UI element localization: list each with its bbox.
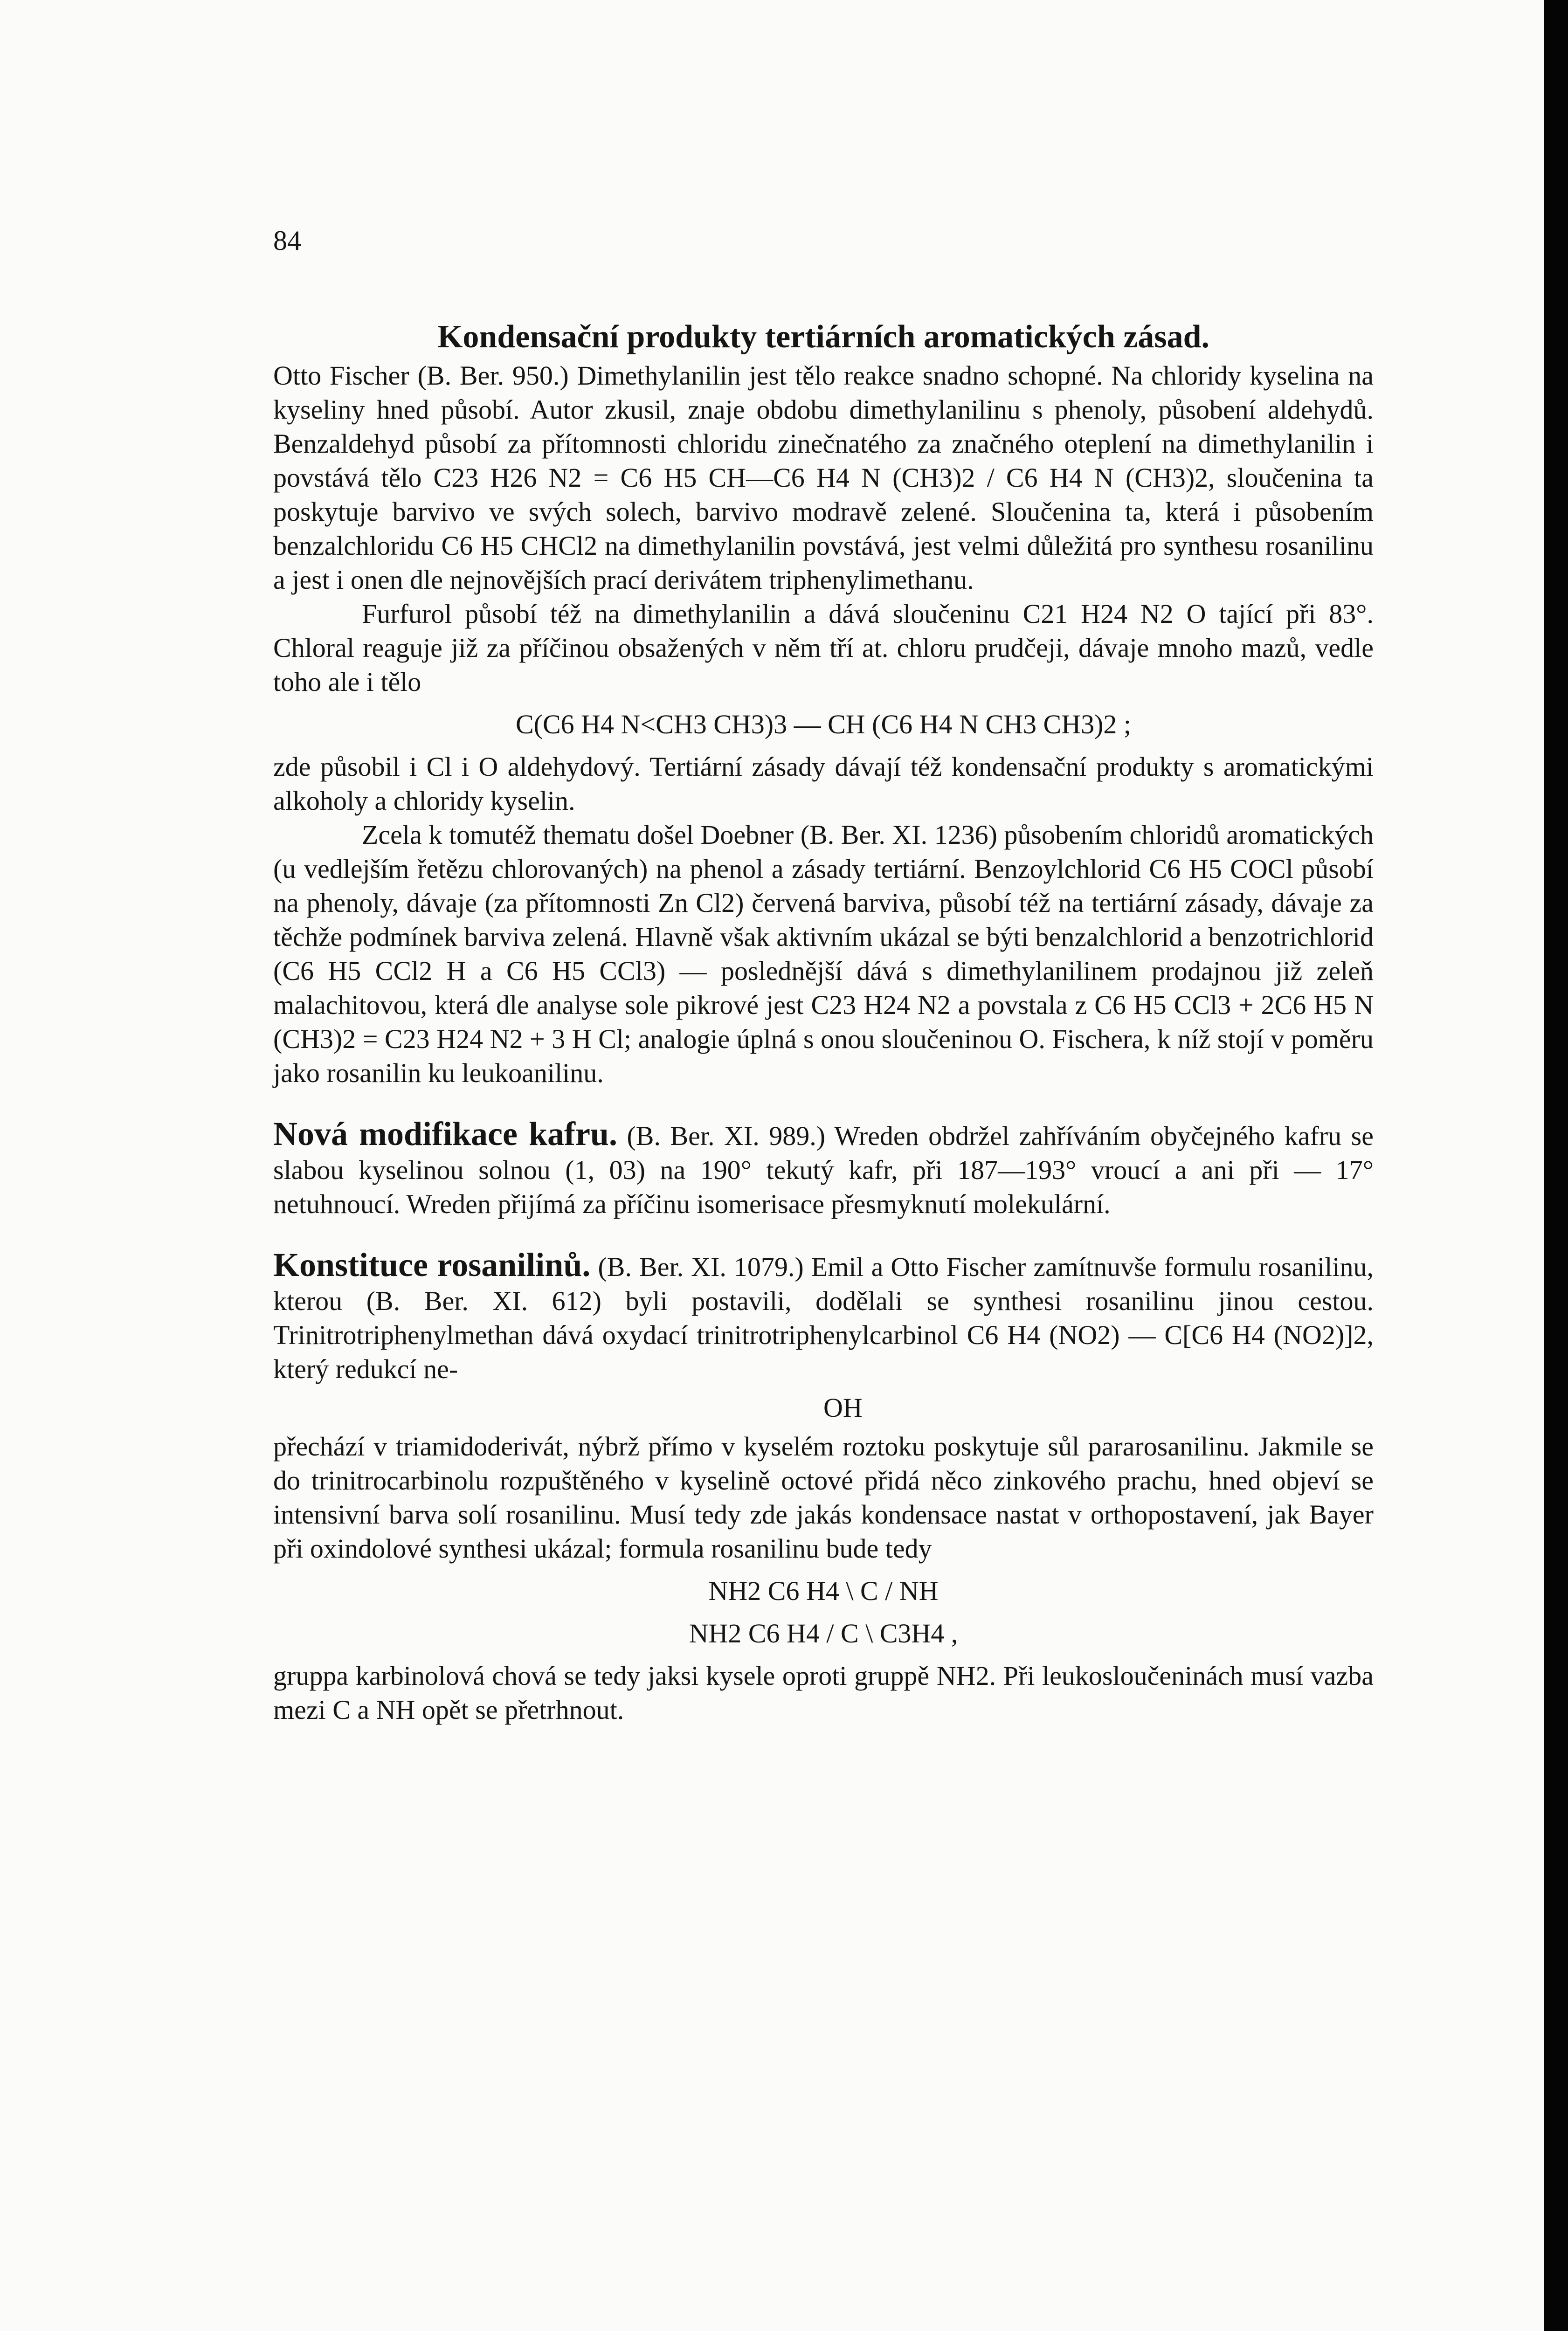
paragraph: zde působil i Cl i O aldehydový. Tertiární zásady dávají též kondensační produkty s aromatickými alkoholy a chloridy kyselin.: [273, 752, 1374, 816]
section-rosaniline: [273, 1248, 1374, 1386]
paragraph: Furfurol působí též na dimethylanilin a dává sloučeninu C21 H24 N2 O tající při 83°. Chloral reaguje již za příčinou obsažených v něm tří at. chloru prudčeji, dávaje mnoho mazů, vedle toho ale i tělo: [273, 599, 1374, 697]
paragraph: přechází v triamidoderivát, nýbrž přímo v kyselém roztoku poskytuje sůl pararosanilinu. Jakmile se do trinitrocarbinolu rozpuštěného v kyselině octové přidá něco zinkového prachu, hned objeví se intensivní barva solí rosanilinu. Musí tedy zde jakás kondensace nastat v orthopostavení, jak Bayer při oxindolové synthesi ukázal; formula rosanilinu bude tedy: [273, 1431, 1374, 1564]
page-number: 84: [273, 225, 301, 256]
paragraph: Otto Fischer (B. Ber. 950.) Dimethylanilin jest tělo reakce snadno schopné. Na chloridy kyselina na kyseliny hned působí. Autor zkusil, znaje obdobu dimethylanilinu s phenoly, působení aldehydů. Benzaldehyd působí za přítomnosti chloridu zinečnatého za značného oteplení na dimethylanilin i povstává tělo C23 H26 N2 = C6 H5 CH—C6 H4 N (CH3)2 / C6 H4 N (CH3)2, sloučenina ta poskytuje barvivo ve svých solech, barvivo modravě zelené. Sloučenina ta, která i působením benzalchloridu C6 H5 CHCl2 na dimethylanilin povstává, jest velmi důležitá pro synthesu rosanilinu a jest i onen dle nejnovějších prací derivátem triphenylimethanu.: [273, 360, 1374, 595]
scan-border: [1544, 0, 1568, 2331]
paragraph-text: (B. Ber. XI. 989.) Wreden obdržel zahříváním obyčejného kafru se slabou kyselinou solnou (1, 03) na 190° tekutý kafr, při 187—193° vroucí a ani při — 17° netuhnoucí. Wreden přijímá za příčinu isomerisace přesmyknutí molekulární.: [273, 1121, 1374, 1219]
paragraph: Zcela k tomutéž thematu došel Doebner (B. Ber. XI. 1236) působením chloridů aromatických (u vedlejším řetězu chlorovaných) na phenol a zásady tertiární. Benzoylchlorid C6 H5 COCl působí na phenoly, dávaje (za přítomnosti Zn Cl2) červená barviva, působí též na tertiární zásady, dávaje za těchže podmínek barviva zelená. Hlavně však aktivním ukázal se býti benzalchlorid a benzotrichlorid (C6 H5 CCl2 H a C6 H5 CCl3) — poslednější dává s dimethylanilinem prodajnou již zeleň malachitovou, která dle analyse sole pikrové jest C23 H24 N2 a povstala z C6 H5 CCl3 + 2C6 H5 N (CH3)2 = C23 H24 N2 + 3 H Cl; analogie úplná s onou sloučeninou O. Fischera, k níž stojí v poměru jako rosanilin ku leukoanilinu.: [273, 820, 1374, 1088]
rosaniline-formula-line2: NH2 C6 H4 / C \ C3H4 ,: [689, 1618, 958, 1648]
text-column: [273, 224, 1374, 1727]
oh-group-label: OH: [823, 1393, 863, 1423]
section-camphor: [273, 1117, 1374, 1221]
section-heading-camphor: Nová modifikace kafru.: [273, 1115, 617, 1152]
section-heading-rosaniline: Konstituce rosanilinů.: [273, 1246, 591, 1283]
chemical-formula: C(C6 H4 N<CH3 CH3)3 — CH (C6 H4 N CH3 CH3)2 ;: [515, 709, 1132, 739]
paragraph: gruppa karbinolová chová se tedy jaksi kysele oproti gruppě NH2. Při leukosloučeninách musí vazba mezi C a NH opět se přetrhnout.: [273, 1661, 1374, 1725]
paragraph-text: (B. Ber. XI. 1079.) Emil a Otto Fischer zamítnuvše formulu rosanilinu, kterou (B. Ber. XI. 612) byli postavili, dodělali se synthesi rosanilinu jinou cestou. Trinitrotriphenylmethan dává oxydací trinitrotriphenylcarbinol C6 H4 (NO2) — C[C6 H4 (NO2)]2, který redukcí ne-: [273, 1252, 1374, 1384]
rosaniline-formula-line1: NH2 C6 H4 \ C / NH: [708, 1576, 939, 1606]
section-heading-condensation: Kondensační produkty tertiárních aromatických zásad.: [437, 319, 1210, 355]
